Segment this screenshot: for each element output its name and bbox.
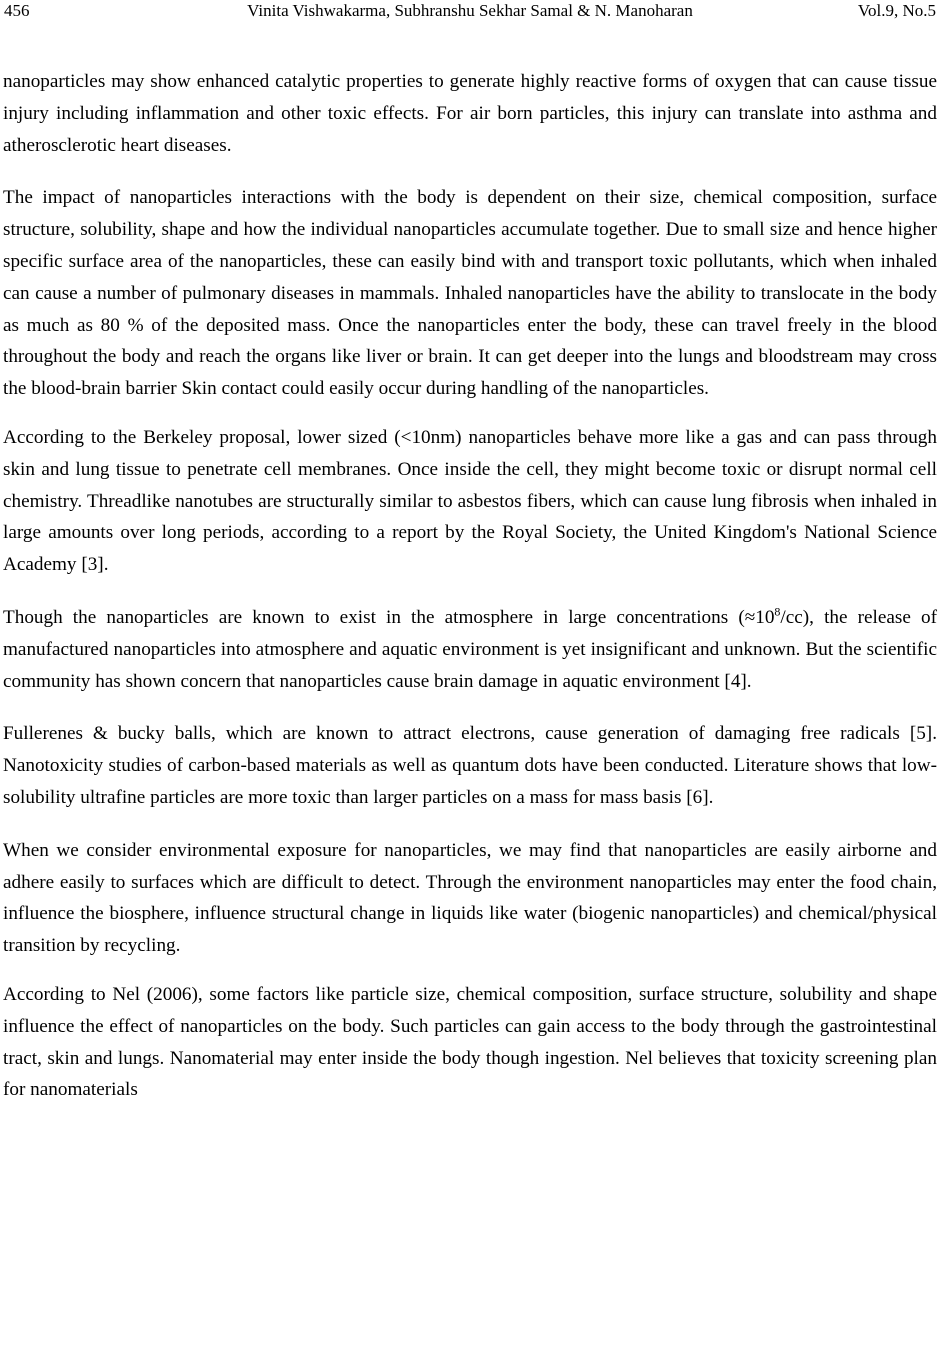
page-number: 456 <box>4 1 30 20</box>
paragraph-4-text-a: Though the nanoparticles are known to exist in the atmosphere in large concentrations (≈10 <box>3 606 775 628</box>
paragraph-4 <box>3 602 937 697</box>
article-body <box>3 66 937 1106</box>
running-header-authors: Vinita Vishwakarma, Subhranshu Sekhar Samal & N. Manoharan <box>247 1 693 20</box>
paragraph-3: According to the Berkeley proposal, lower sized (<10nm) nanoparticles behave more like a gas and can pass through skin and lung tissue to penetrate cell membranes. Once inside the cell, they might become toxic or disrupt normal cell chemistry. Threadlike nanotubes are structurally similar to asbestos fibers, which can cause lung fibrosis when inhaled in large amounts over long periods, according to a report by the Royal Society, the United Kingdom's National Science Academy [3]. <box>3 426 937 576</box>
paragraph-2: The impact of nanoparticles interactions with the body is dependent on their size, chemical composition, surface structure, solubility, shape and how the individual nanoparticles accumulate together. Due to small size and hence higher specific surface area of the nanoparticles, these can easily bind with and transport toxic pollutants, which when inhaled can cause a number of pulmonary diseases in mammals. Inhaled nanoparticles have the ability to translocate in the body as much as 80 % of the deposited mass. Once the nanoparticles enter the body, these can travel freely in the blood throughout the body and reach the organs like liver or brain. It can get deeper into the lungs and bloodstream may cross the blood-brain barrier Skin contact could easily occur during handling of the nanoparticles. <box>3 187 937 400</box>
paragraph-6: When we consider environmental exposure for nanoparticles, we may find that nanoparticles are easily airborne and adhere easily to surfaces which are difficult to detect. Through the environment nanoparticles may enter the food chain, influence the biosphere, influence structural change in liquids like water (biogenic nanoparticles) and chemical/physical transition by recycling. <box>3 839 937 957</box>
superscript-exponent: 8 <box>774 604 781 619</box>
paragraph-4-text-b: /cc), the release of manufactured nanoparticles into atmosphere and aquatic environment is yet insignificant and unknown. But the scientific community has shown concern that nanoparticles cause brain damage in aquatic environment [4]. <box>3 606 937 692</box>
paragraph-7: According to Nel (2006), some factors like particle size, chemical composition, surface structure, solubility and shape influence the effect of nanoparticles on the body. Such particles can gain access to the body through the gastrointestinal tract, skin and lungs. Nanomaterial may enter inside the body though ingestion. Nel believes that toxicity screening plan for nanomaterials <box>3 983 937 1101</box>
paragraph-5: Fullerenes & bucky balls, which are known to attract electrons, cause generation of damaging free radicals [5]. Nanotoxicity studies of carbon-based materials as well as quantum dots have been conducted. Literature shows that low-solubility ultrafine particles are more toxic than larger particles on a mass for mass basis [6]. <box>3 723 937 808</box>
running-header <box>4 0 936 22</box>
paragraph-1: nanoparticles may show enhanced catalytic properties to generate highly reactive forms of oxygen that can cause tissue injury including inflammation and other toxic effects. For air born particles, this injury can translate into asthma and atherosclerotic heart diseases. <box>3 71 937 156</box>
journal-volume: Vol.9, No.5 <box>857 1 936 20</box>
